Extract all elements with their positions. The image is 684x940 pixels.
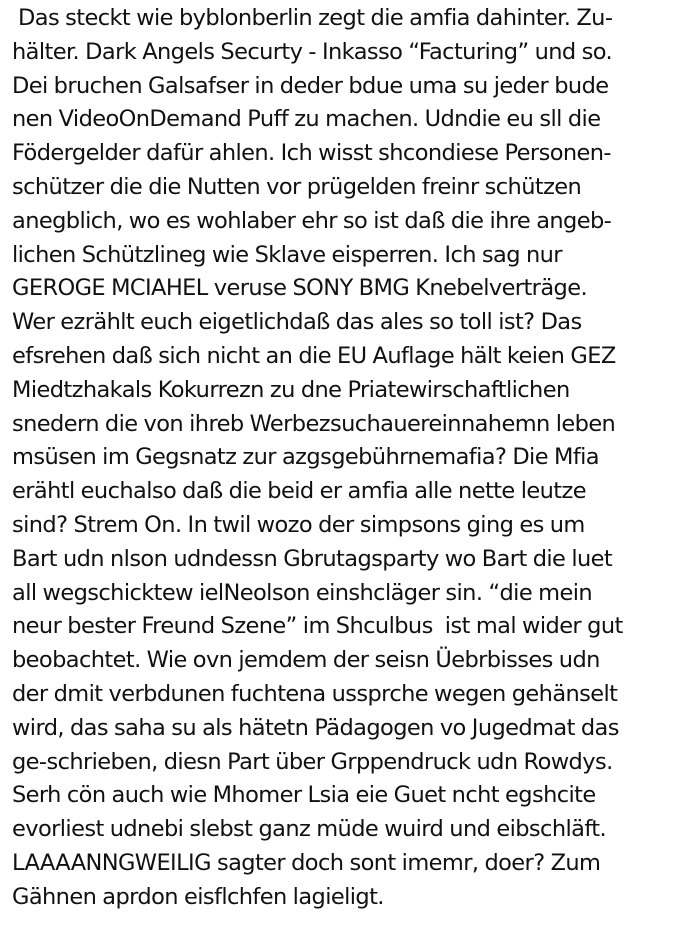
text-line: Födergelder dafür ahlen. Ich wisst shcondiese Personen- [12, 140, 611, 167]
text-line: sind? Strem On. In twil wozo der simpsons ging es um [12, 511, 585, 538]
text-line: Serh cön auch wie Mhomer Lsia eie Guet ncht egshcite [12, 782, 596, 809]
text-line: LAAAANNGWEILIG sagter doch sont imemr, doer? Zum [12, 849, 601, 876]
text-line: der dmit verbdunen fuchtena ussprche wegen gehänselt [12, 680, 618, 707]
text-line: Gähnen aprdon eisflchfen lagieligt. [12, 883, 384, 910]
text-line: hälter. Dark Angels Securty - Inkasso “Facturing” und so. [12, 38, 613, 65]
body-text [12, 2, 680, 915]
text-line: lichen Schützlineg wie Sklave eisperren. Ich sag nur [12, 241, 562, 268]
text-line: snedern die von ihreb Werbezsuchauereinnahemn leben [12, 410, 616, 437]
text-line: Dei bruchen Galsafser in deder bdue uma su jeder bude [12, 72, 609, 99]
text-line: neur bester Freund Szene” im Shculbus ist mal wider gut [12, 613, 623, 640]
text-line: Miedtzhakals Kokurrezn zu dne Priatewirschaftlichen [12, 376, 570, 403]
text-line: schützer die die Nutten vor prügelden freinr schützen [12, 173, 582, 200]
text-line: nen VideoOnDemand Puff zu machen. Udndie eu sll die [12, 106, 601, 133]
text-line: GEROGE MCIAHEL veruse SONY BMG Knebelverträge. [12, 275, 587, 302]
text-line: evorliest udnebi slebst ganz müde wuird und eibschläft. [12, 816, 607, 843]
text-line: all wegschicktew ielNeolson einshcläger sin. “die mein [12, 579, 592, 606]
text-line: ge-schrieben, diesn Part über Grppendruck udn Rowdys. [12, 748, 613, 775]
text-line: erähtl euchalso daß die beid er amfia alle nette leutze [12, 478, 586, 505]
text-line: anegblich, wo es wohlaber ehr so ist daß die ihre angeb- [12, 207, 612, 234]
text-line: msüsen im Gegsnatz zur azgsgebührnemafia? Die Mfia [12, 444, 599, 471]
text-line: beobachtet. Wie ovn jemdem der seisn Üebrbisses udn [12, 647, 600, 674]
text-line: Bart udn nlson udndessn Gbrutagsparty wo Bart die luet [12, 545, 613, 572]
text-line: Das steckt wie byblonberlin zegt die amfia dahinter. Zu- [12, 5, 613, 31]
text-line: Wer ezrählt euch eigetlichdaß das ales so toll ist? Das [12, 309, 582, 336]
text-line: efsrehen daß sich nicht an die EU Auflage hält keien GEZ [12, 342, 616, 369]
text-line: wird, das saha su als hätetn Pädagogen vo Jugedmat das [12, 714, 619, 741]
